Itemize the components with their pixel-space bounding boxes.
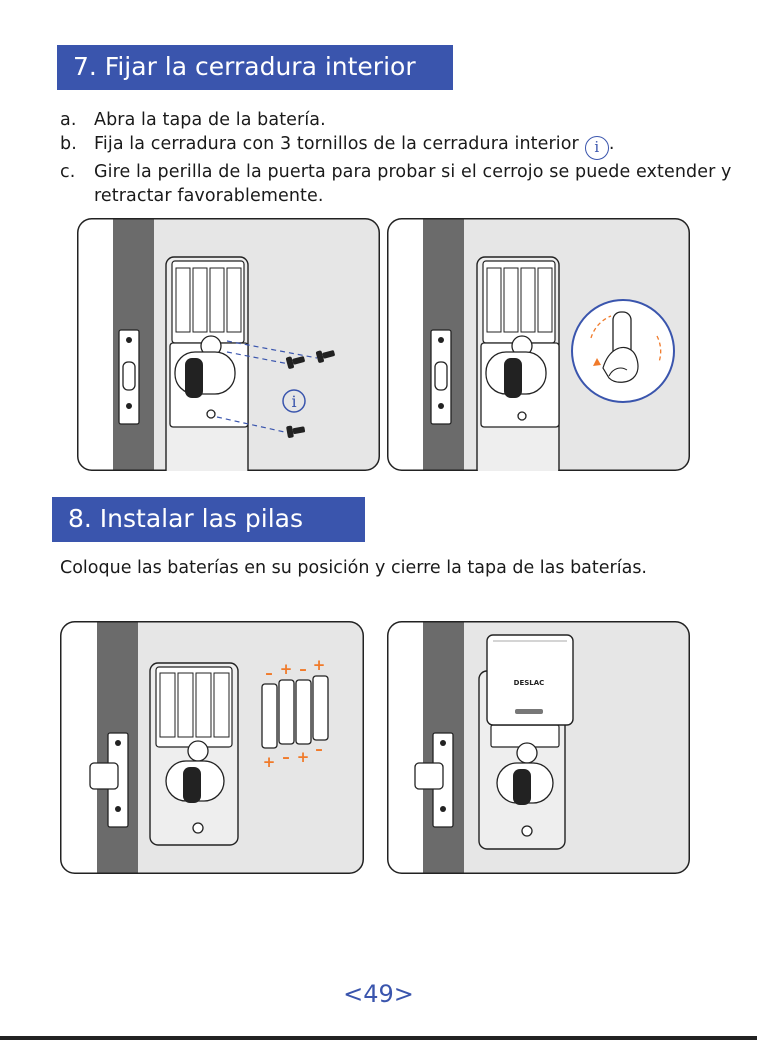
section-8-text: Coloque las baterías en su posición y cierre la tapa de las baterías. [60, 558, 647, 578]
step-marker: c. [60, 162, 76, 182]
svg-text:–: – [315, 740, 323, 758]
knob-zoom-circle [572, 300, 674, 402]
strike-plate [431, 330, 451, 424]
brand-logo: DESLAC [513, 679, 545, 687]
section-7-steps [60, 108, 740, 208]
step-text: Gire la perilla de la puerta para probar si el cerrojo se puede extender y retractar favorablemente. [94, 162, 732, 206]
interior-lock [150, 663, 238, 845]
step-marker: b. [60, 134, 77, 154]
bottom-rule [0, 1036, 757, 1040]
svg-text:–: – [282, 748, 290, 766]
illustration-turn-knob [387, 218, 690, 471]
svg-text:+: + [279, 660, 293, 678]
svg-text:+: + [312, 656, 326, 674]
battery-cover [487, 635, 573, 725]
interior-lock [477, 257, 559, 471]
step-text: Abra la tapa de la batería. [94, 110, 326, 130]
section-8-title: 8. Instalar las pilas [52, 497, 365, 542]
info-icon: i [585, 136, 609, 160]
svg-text:–: – [299, 660, 307, 678]
step-a [60, 108, 740, 132]
svg-text:i: i [291, 392, 297, 411]
section-7-title: 7. Fijar la cerradura interior [57, 45, 453, 90]
step-c [60, 160, 740, 208]
step-text [94, 132, 740, 160]
svg-text:+: + [262, 753, 276, 771]
step-b [60, 132, 740, 160]
illustration-insert-batteries [60, 621, 364, 874]
svg-text:–: – [265, 664, 273, 682]
page-number: <49> [343, 980, 414, 1008]
step-marker: a. [60, 110, 77, 130]
step-text-main: Fija la cerradura con 3 tornillos de la cerradura interior [94, 134, 579, 154]
illustration-fix-screws [77, 218, 380, 471]
illustration-close-cover [387, 621, 690, 874]
interior-lock [166, 257, 248, 471]
step-text-suffix: . [608, 134, 615, 154]
strike-plate [119, 330, 139, 424]
svg-text:+: + [296, 748, 310, 766]
